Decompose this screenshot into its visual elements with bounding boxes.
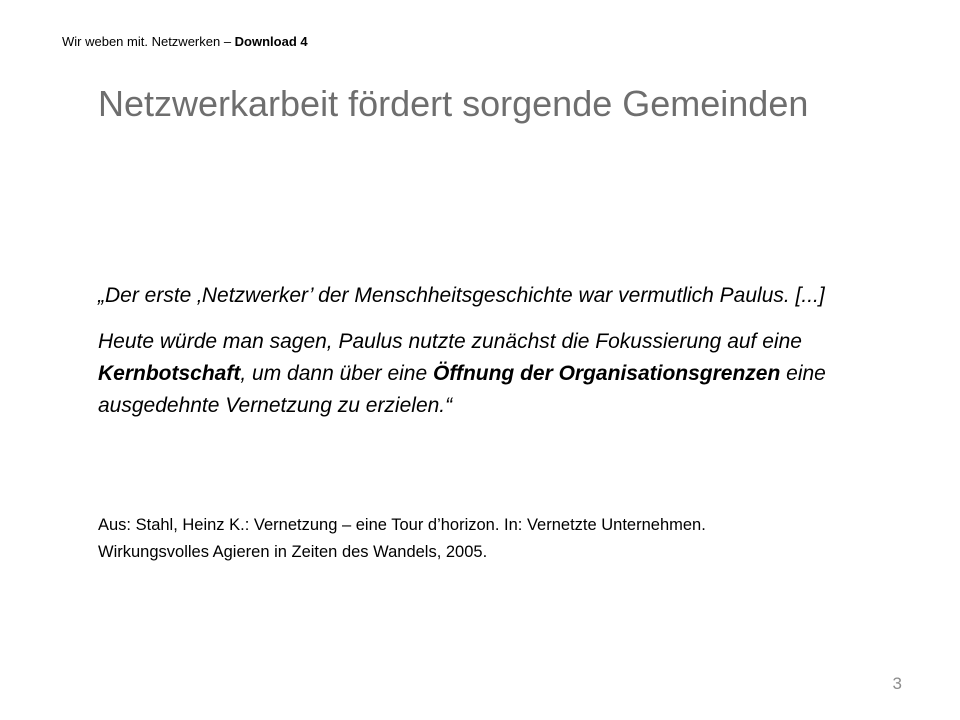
source-citation <box>98 512 878 566</box>
quote-text: eine ausgedehnte Vernetzung zu erzielen.“ <box>98 362 826 417</box>
quote-text: Heute würde man sagen, Paulus nutzte zunächst die Fokussierung auf eine <box>98 330 802 353</box>
quote-paragraph-2 <box>98 326 878 422</box>
slide-title: Netzwerkarbeit fördert sorgende Gemeinden <box>98 83 809 124</box>
source-line-2: Wirkungsvolles Agieren in Zeiten des Wandels, 2005. <box>98 543 488 561</box>
quote-emphasis-oeffnung: Öffnung der Organisationsgrenzen <box>433 362 781 385</box>
header-text: Wir weben mit. Netzwerken – <box>62 34 235 49</box>
quote-text: , um dann über eine <box>240 362 433 385</box>
quote-paragraph-1: „Der erste ‚Netzwerker’ der Menschheitsgeschichte war vermutlich Paulus. [...] <box>98 284 825 307</box>
quote-block <box>98 280 878 422</box>
quote-emphasis-kernbotschaft: Kernbotschaft <box>98 362 241 385</box>
page-number: 3 <box>892 674 902 693</box>
source-line-1: Aus: Stahl, Heinz K.: Vernetzung – eine Tour d’horizon. In: Vernetzte Unternehmen. <box>98 516 706 534</box>
header-download-label: Download 4 <box>234 34 308 49</box>
header <box>62 34 308 50</box>
